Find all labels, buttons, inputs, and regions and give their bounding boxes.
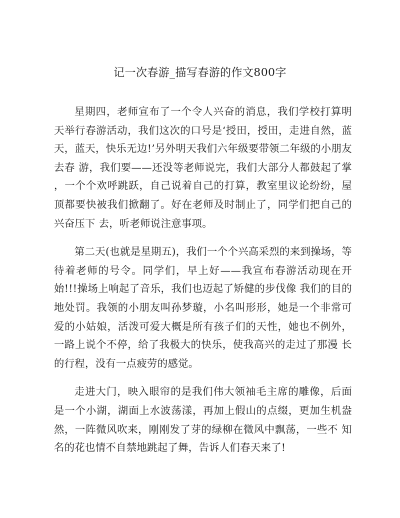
paragraph-2: 第二天(也就是星期五)，我们一个个兴高采烈的来到操场，等待着老师的号令。同学们，早上好——我宣布春游活动现在开始!!!操场上响起了音乐，我们也迈起了矫健的步伐像 我们的目的地处罚。我领的小朋友叫孙梦璇，小名叫形形，她是一个非常可爱的小姑娘，活泼可爱大概是所有孩子们的天性，她也不例外，一路上说个不停，给了我极大的快乐，使我高兴的走过了那漫 长的行程，没有一点疲劳的感觉。 [54, 247, 352, 370]
article-body [54, 104, 352, 469]
page-title: 记一次春游_描写春游的作文800字 [113, 66, 287, 79]
paragraph-3: 走进大门，映入眼帘的是我们伟大领袖毛主席的雕像，后面是一个小湖，湖面上水波荡漾，再加上假山的点缀，更加生机盎然，一阵微风吹来，刚刚发了芽的绿柳在微风中飘荡，一些不 知名的花也情不自禁地跳起了舞，告诉人们春天来了! [54, 387, 352, 455]
paragraph-1: 星期四，老师宣布了一个令人兴奋的消息，我们学校打算明天举行春游活动，我们这次的口号是‘授田，授田，走进自然，蓝天，蓝天，快乐无边!’另外明天我们六年级要带领二年级的小朋友去春 游，我们要——还没等老师说完，我们大部分人都鼓起了掌 ，一个个欢呼跳跃，自己说着自己的打算，教室里议论纷纷，屋顶都要快被我们掀翻了。好在老师及时制止了，同学们把自己的兴奋压下 去，听老师说注意事项。 [54, 107, 352, 230]
